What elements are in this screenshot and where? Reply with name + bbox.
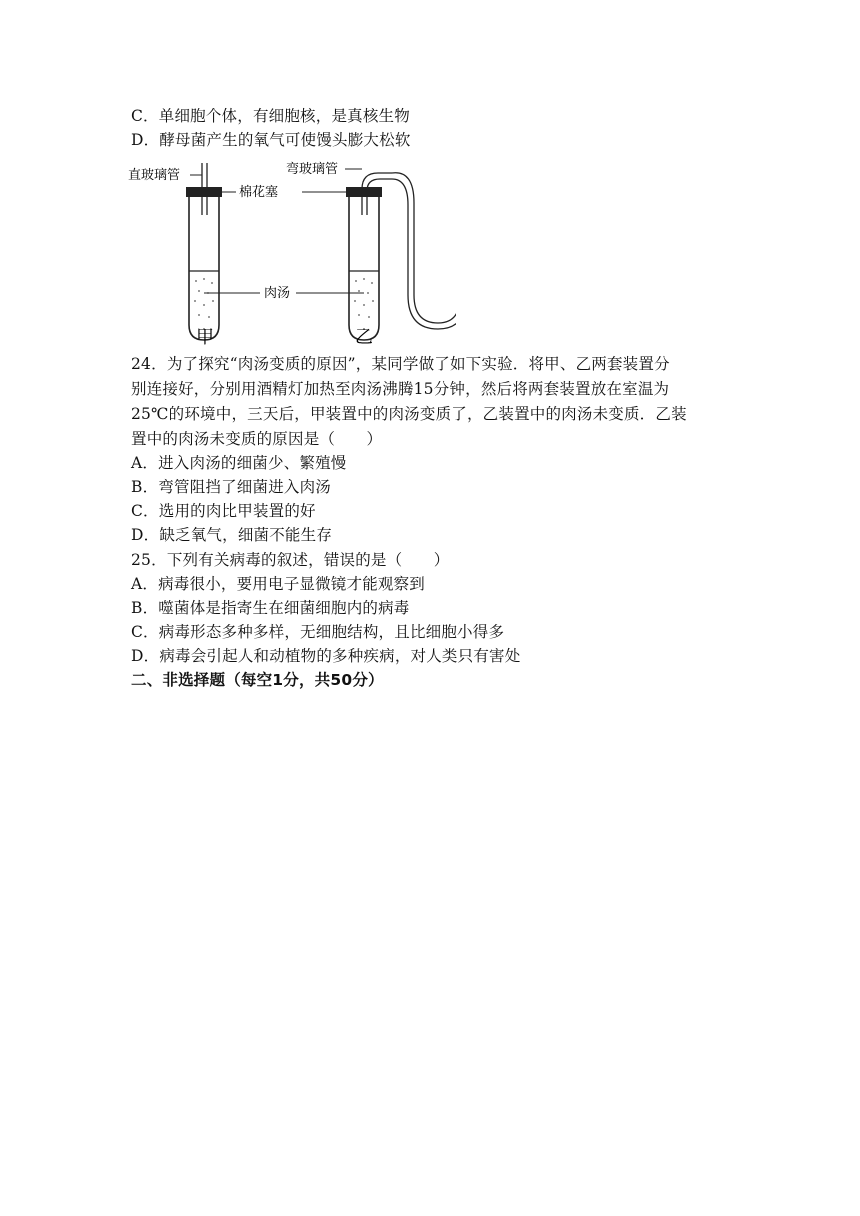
label-cotton-plug: 棉花塞	[239, 185, 279, 200]
tube-yi	[346, 173, 456, 340]
label-broth: 肉汤	[264, 286, 291, 301]
q24-stem-line-1: 24．为了探究“肉汤变质的原因”，某同学做了如下实验．将甲、乙两套装置分	[131, 355, 670, 373]
experiment-figure	[126, 155, 456, 345]
q25-stem: 25．下列有关病毒的叙述，错误的是（ ）	[131, 551, 450, 569]
q25-option-c: C．病毒形态多种多样，无细胞结构，且比细胞小得多	[131, 623, 505, 641]
label-straight-tube: 直玻璃管	[128, 168, 181, 183]
q24-option-d: D．缺乏氧气，细菌不能生存	[131, 526, 333, 544]
caption-yi: 乙	[355, 327, 373, 345]
caption-jia: 甲	[196, 327, 214, 345]
section-heading: 二、非选择题（每空1分，共50分）	[131, 671, 384, 689]
q24-option-c: C．选用的肉比甲装置的好	[131, 502, 316, 520]
q24-option-b: B．弯管阻挡了细菌进入肉汤	[131, 478, 331, 496]
prev-option-c: C．单细胞个体，有细胞核，是真核生物	[131, 107, 410, 125]
q24-stem-line-2: 别连接好，分别用酒精灯加热至肉汤沸腾15分钟，然后将两套装置放在室温为	[131, 380, 670, 398]
q24-stem-line-3: 25℃的环境中，三天后，甲装置中的肉汤变质了，乙装置中的肉汤未变质．乙装	[131, 405, 687, 423]
label-bent-tube: 弯玻璃管	[286, 162, 339, 177]
q24-option-a: A．进入肉汤的细菌少、繁殖慢	[131, 454, 347, 472]
q25-option-a: A．病毒很小，要用电子显微镜才能观察到	[131, 575, 425, 593]
tube-jia	[186, 163, 222, 340]
cotton-plug-jia	[186, 187, 222, 197]
q24-stem-line-4: 置中的肉汤未变质的原因是（ ）	[131, 430, 383, 448]
prev-option-d: D．酵母菌产生的氧气可使馒头膨大松软	[131, 131, 411, 149]
q25-option-d: D．病毒会引起人和动植物的多种疾病，对人类只有害处	[131, 647, 521, 665]
cotton-plug-yi	[346, 187, 382, 197]
q25-option-b: B．噬菌体是指寄生在细菌细胞内的病毒	[131, 599, 410, 617]
